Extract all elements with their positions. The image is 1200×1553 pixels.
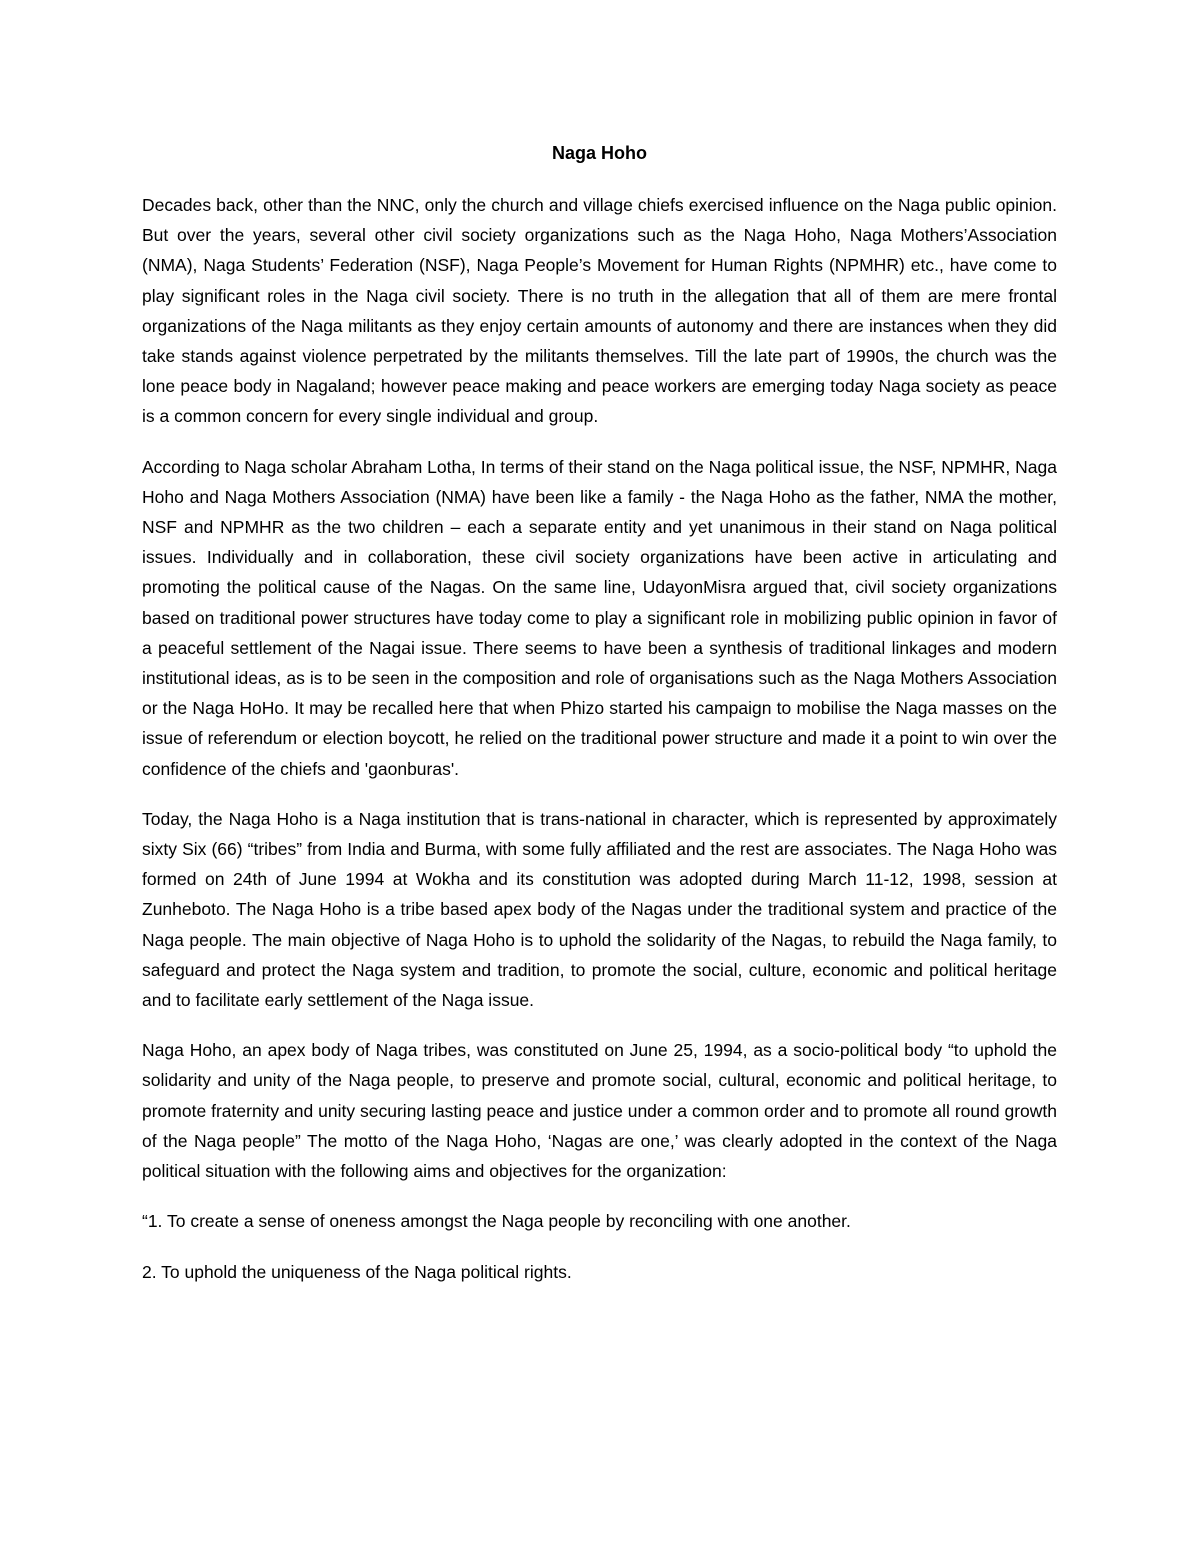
- document-page: [142, 138, 1057, 1307]
- paragraph-abraham-lotha: According to Naga scholar Abraham Lotha, In terms of their stand on the Naga political issue, the NSF, NPMHR, Naga Hoho and Naga Mothers Association (NMA) have been like a family - the Naga Hoho as the father, NMA the mother, NSF and NPMHR as the two children – each a separate entity and yet unanimous in their stand on Naga political issues. Individually and in collaboration, these civil society organizations have been active in articulating and promoting the political cause of the Nagas. On the same line, UdayonMisra argued that, civil society organizations based on traditional power structures have today come to play a significant role in mobilizing public opinion in favor of a peaceful settlement of the Nagai issue. There seems to have been a synthesis of traditional linkages and modern institutional ideas, as is to be seen in the composition and role of organisations such as the Naga Mothers Association or the Naga HoHo. It may be recalled here that when Phizo started his campaign to mobilise the Naga masses on the issue of referendum or election boycott, he relied on the traditional power structure and made it a point to win over the confidence of the chiefs and 'gaonburas'.: [142, 456, 1057, 779]
- objective-item-1: “1. To create a sense of oneness amongst the Naga people by reconciling with one another.: [142, 1211, 851, 1232]
- document-title: Naga Hoho: [551, 143, 647, 163]
- objective-item-2: 2. To uphold the uniqueness of the Naga political rights.: [142, 1261, 572, 1282]
- paragraph-civil-society: Decades back, other than the NNC, only the church and village chiefs exercised influence on the Naga public opinion. But over the years, several other civil society organizations such as the Naga Hoho, Naga Mothers’Association (NMA), Naga Students’ Federation (NSF), Naga People’s Movement for Human Rights (NPMHR) etc., have come to play significant roles in the Naga civil society. There is no truth in the allegation that all of them are mere frontal organizations of the Naga militants as they enjoy certain amounts of autonomy and there are instances when they did take stands against violence perpetrated by the militants themselves. Till the late part of 1990s, the church was the lone peace body in Nagaland; however peace making and peace workers are emerging today Naga society as peace is a common concern for every single individual and group.: [142, 195, 1057, 427]
- paragraph-trans-national: Today, the Naga Hoho is a Naga institution that is trans-national in character, which is represented by approximately sixty Six (66) “tribes” from India and Burma, with some fully affiliated and the rest are associates. The Naga Hoho was formed on 24th of June 1994 at Wokha and its constitution was adopted during March 11-12, 1998, session at Zunheboto. The Naga Hoho is a tribe based apex body of the Nagas under the traditional system and practice of the Naga people. The main objective of Naga Hoho is to uphold the solidarity of the Nagas, to rebuild the Naga family, to safeguard and protect the Naga system and tradition, to promote the social, culture, economic and political heritage and to facilitate early settlement of the Naga issue.: [142, 808, 1057, 1011]
- paragraph-apex-body: Naga Hoho, an apex body of Naga tribes, was constituted on June 25, 1994, as a socio-political body “to uphold the solidarity and unity of the Naga people, to preserve and promote social, cultural, economic and political heritage, to promote fraternity and unity securing lasting peace and justice under a common order and to promote all round growth of the Naga people” The motto of the Naga Hoho, ‘Nagas are one,’ was clearly adopted in the context of the Naga political situation with the following aims and objectives for the organization:: [142, 1040, 1057, 1182]
